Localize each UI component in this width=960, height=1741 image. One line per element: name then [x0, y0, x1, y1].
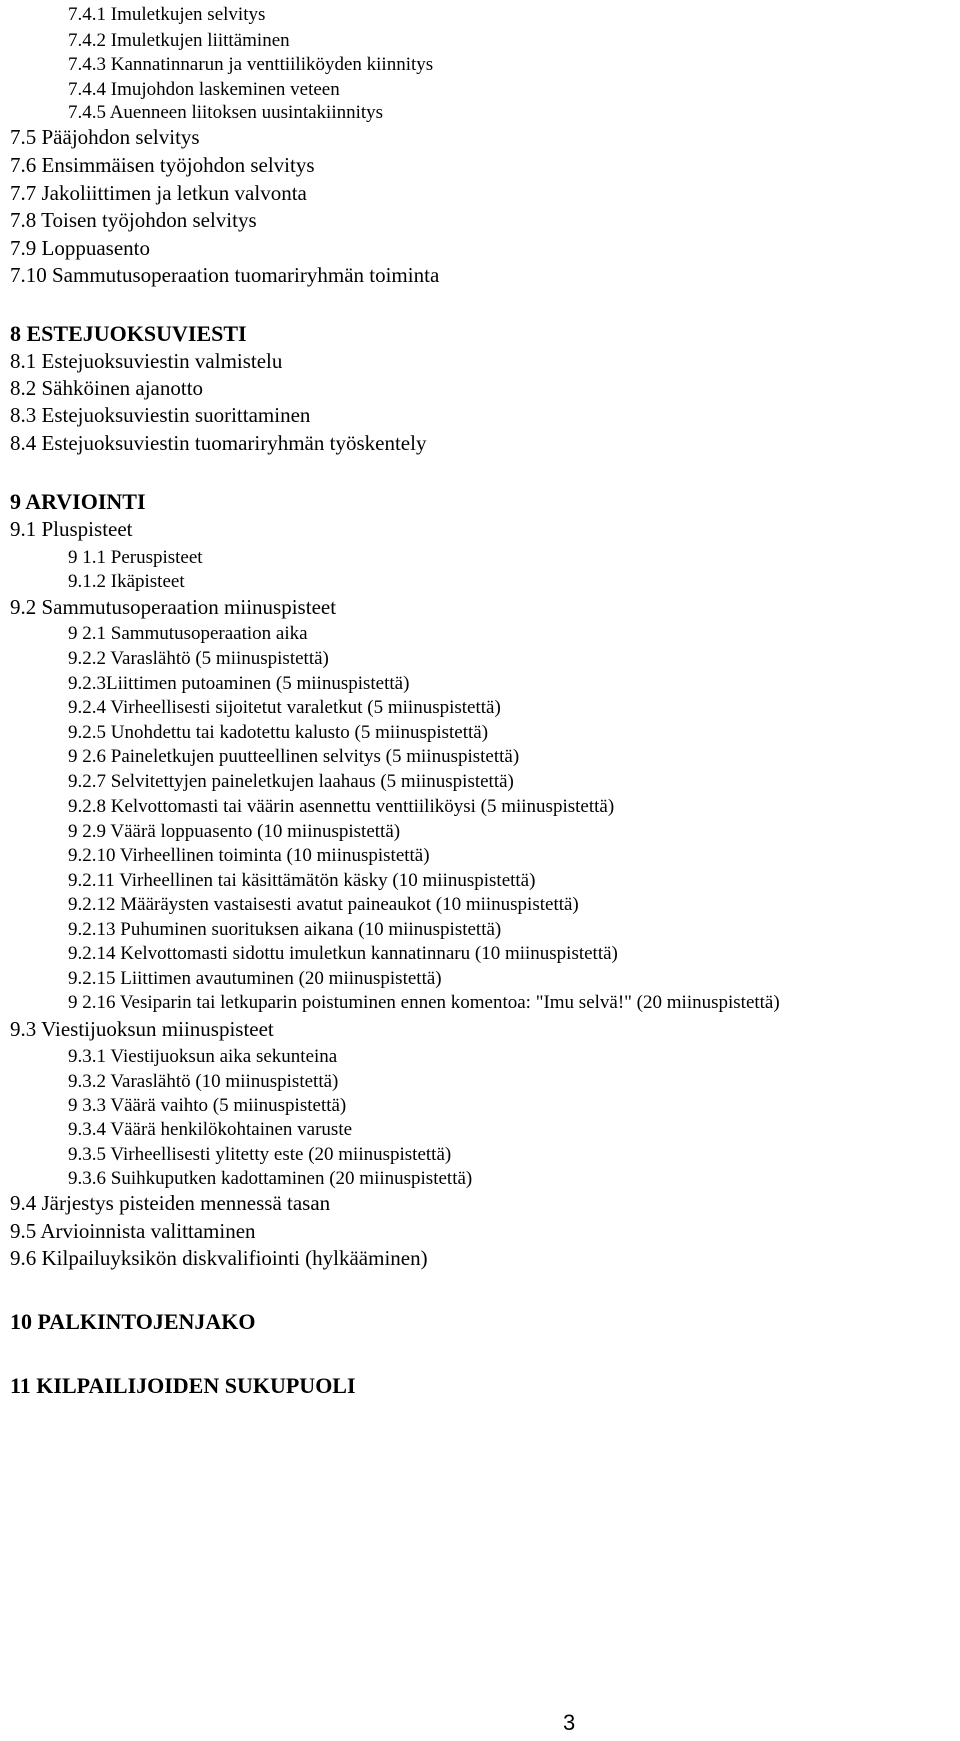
toc-entry: 9.2.5 Unohdettu tai kadotettu kalusto (5 miinuspistettä) — [68, 722, 489, 743]
toc-entry: 9.2.4 Virheellisesti sijoitetut varaletkut (5 miinuspistettä) — [68, 697, 501, 718]
toc-entry: 7.4.2 Imuletkujen liittäminen — [68, 30, 290, 51]
toc-entry: 7.6 Ensimmäisen työjohdon selvitys — [10, 153, 315, 177]
toc-entry: 9 3.3 Väärä vaihto (5 miinuspistettä) — [68, 1095, 347, 1116]
toc-entry: 7.8 Toisen työjohdon selvitys — [10, 208, 257, 232]
toc-entry: 9.3.6 Suihkuputken kadottaminen (20 miinuspistettä) — [68, 1168, 473, 1189]
toc-entry: 7.7 Jakoliittimen ja letkun valvonta — [10, 181, 307, 205]
toc-entry: 8.3 Estejuoksuviestin suorittaminen — [10, 403, 311, 427]
toc-entry: 9.2.2 Varaslähtö (5 miinuspistettä) — [68, 648, 329, 669]
toc-entry: 7.4.4 Imujohdon laskeminen veteen — [68, 79, 340, 100]
section-heading: 10 PALKINTOJENJAKO — [10, 1309, 256, 1334]
toc-entry: 9.1.2 Ikäpisteet — [68, 571, 185, 592]
toc-entry: 9.2.7 Selvitettyjen paineletkujen laahaus (5 miinuspistettä) — [68, 771, 514, 792]
toc-entry: 9.2.3Liittimen putoaminen (5 miinuspistettä) — [68, 673, 410, 694]
toc-entry: 8.2 Sähköinen ajanotto — [10, 376, 204, 400]
toc-entry: 9 2.1 Sammutusoperaation aika — [68, 623, 308, 644]
page-number: 3 — [563, 1710, 576, 1735]
toc-entry: 9.3.4 Väärä henkilökohtainen varuste — [68, 1119, 353, 1140]
toc-entry: 9.2.8 Kelvottomasti tai väärin asennettu venttiiliköysi (5 miinuspistettä) — [68, 796, 615, 817]
toc-entry: 9.3.5 Virheellisesti ylitetty este (20 miinuspistettä) — [68, 1144, 452, 1165]
toc-entry: 8.1 Estejuoksuviestin valmistelu — [10, 349, 283, 373]
toc-entry: 9.2.14 Kelvottomasti sidottu imuletkun kannatinnaru (10 miinuspistettä) — [68, 943, 618, 964]
toc-entry: 9.3.2 Varaslähtö (10 miinuspistettä) — [68, 1071, 339, 1092]
section-heading: 9 ARVIOINTI — [10, 489, 146, 514]
toc-entry: 7.4.3 Kannatinnarun ja venttiiliköyden kiinnitys — [68, 54, 434, 75]
toc-entry: 7.5 Pääjohdon selvitys — [10, 125, 200, 149]
toc-entry: 7.9 Loppuasento — [10, 236, 150, 260]
section-heading: 11 KILPAILIJOIDEN SUKUPUOLI — [10, 1373, 356, 1398]
toc-entry: 9.4 Järjestys pisteiden mennessä tasan — [10, 1191, 331, 1215]
toc-entry: 7.4.1 Imuletkujen selvitys — [68, 4, 266, 25]
toc-entry: 9.2.12 Määräysten vastaisesti avatut paineaukot (10 miinuspistettä) — [68, 894, 579, 915]
toc-entry: 9 2.6 Paineletkujen puutteellinen selvitys (5 miinuspistettä) — [68, 746, 520, 767]
toc-entry: 9 2.16 Vesiparin tai letkuparin poistuminen ennen komentoa: "Imu selvä!" (20 miinuspistettä) — [68, 992, 780, 1013]
toc-entry: 9 2.9 Väärä loppuasento (10 miinuspistettä) — [68, 821, 401, 842]
toc-entry: 9.1 Pluspisteet — [10, 517, 133, 541]
toc-entry: 8.4 Estejuoksuviestin tuomariryhmän työskentely — [10, 431, 427, 455]
toc-entry: 9.2 Sammutusoperaation miinuspisteet — [10, 595, 337, 619]
toc-entry: 9.6 Kilpailuyksikön diskvalifiointi (hylkääminen) — [10, 1246, 428, 1270]
toc-entry: 9.2.15 Liittimen avautuminen (20 miinuspistettä) — [68, 968, 442, 989]
toc-entry: 9.5 Arvioinnista valittaminen — [10, 1219, 256, 1243]
toc-entry: 9.3 Viestijuoksun miinuspisteet — [10, 1017, 274, 1041]
toc-entry: 7.4.5 Auenneen liitoksen uusintakiinnitys — [68, 102, 384, 123]
toc-entry: 9.2.11 Virheellinen tai käsittämätön käsky (10 miinuspistettä) — [68, 870, 536, 891]
toc-entry: 7.10 Sammutusoperaation tuomariryhmän toiminta — [10, 263, 440, 287]
toc-entry: 9.2.10 Virheellinen toiminta (10 miinuspistettä) — [68, 845, 430, 866]
toc-entry: 9.3.1 Viestijuoksun aika sekunteina — [68, 1046, 338, 1067]
toc-entry: 9.2.13 Puhuminen suorituksen aikana (10 miinuspistettä) — [68, 919, 502, 940]
toc-entry: 9 1.1 Peruspisteet — [68, 547, 203, 568]
section-heading: 8 ESTEJUOKSUVIESTI — [10, 321, 247, 346]
